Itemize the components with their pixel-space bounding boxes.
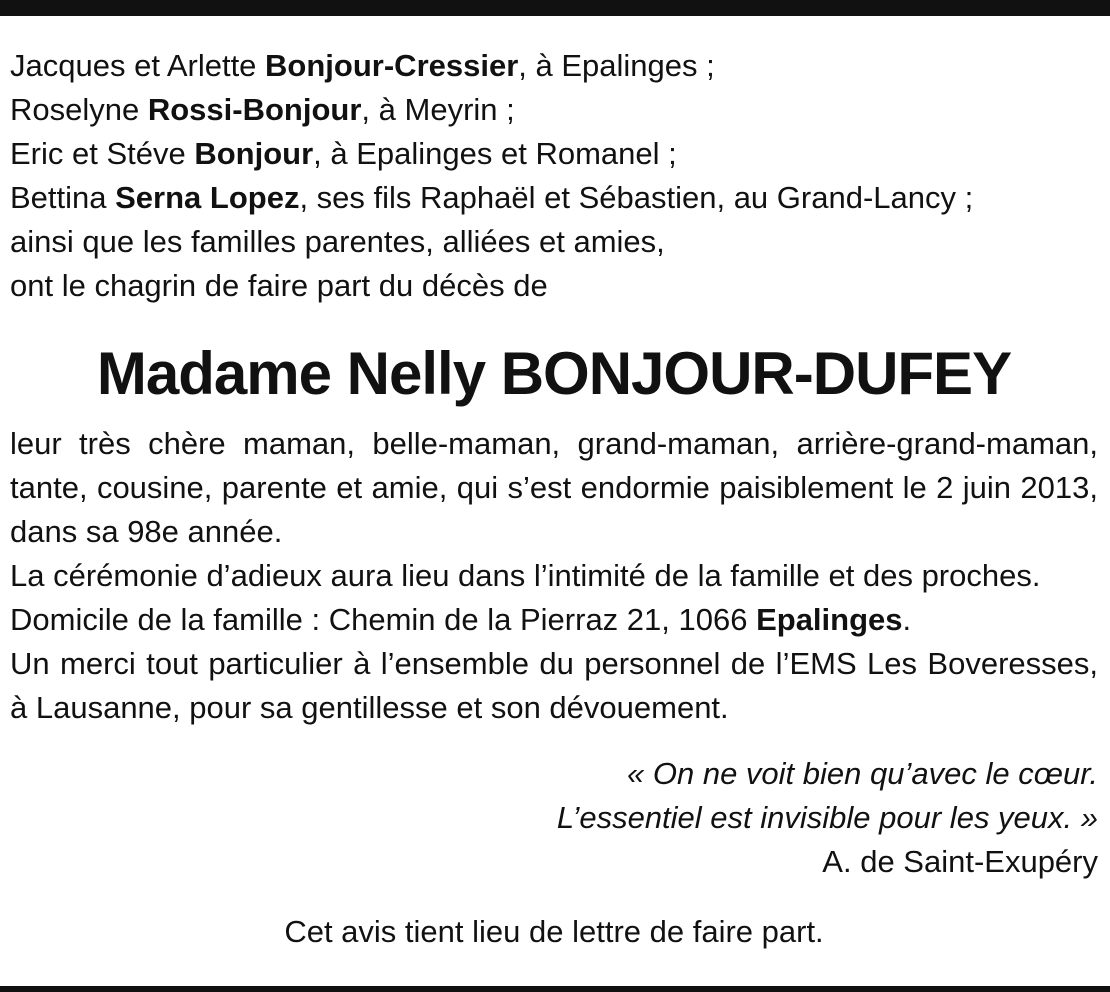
tribute-paragraph: leur très chère maman, belle-maman, grand-maman, arrière-grand-maman, tante, cousine, parente et amie, qui s’est endormie paisiblement le 2 juin 2013, dans sa 98e année. <box>10 426 1098 549</box>
family-surname: Bonjour <box>194 136 314 171</box>
obituary-notice <box>10 44 1098 954</box>
bottom-rule <box>0 986 1110 992</box>
family-surname: Bonjour-Cressier <box>265 48 519 83</box>
family-line: Roselyne Rossi-Bonjour, à Meyrin ; <box>10 92 515 127</box>
quote-line-1: « On ne voit bien qu’avec le cœur. <box>627 756 1098 791</box>
top-rule <box>0 0 1110 16</box>
notice-body <box>10 422 1098 730</box>
family-line: Eric et Stéve Bonjour, à Epalinges et Romanel ; <box>10 136 677 171</box>
family-line: Bettina Serna Lopez, ses fils Raphaël et Sébastien, au Grand-Lancy ; <box>10 180 974 215</box>
footer-note: Cet avis tient lieu de lettre de faire part. <box>284 914 824 949</box>
family-surname: Serna Lopez <box>115 180 300 215</box>
domicile-paragraph: Domicile de la famille : Chemin de la Pierraz 21, 1066 Epalinges. <box>10 602 912 637</box>
domicile-town: Epalinges <box>756 602 903 637</box>
deceased-name: Madame Nelly BONJOUR-DUFEY <box>96 340 1012 407</box>
announce-line: ont le chagrin de faire part du décès de <box>10 268 548 303</box>
ceremony-paragraph: La cérémonie d’adieux aura lieu dans l’intimité de la famille et des proches. <box>10 558 1041 593</box>
families-line: ainsi que les familles parentes, alliées et amies, <box>10 224 665 259</box>
family-list <box>10 44 1098 308</box>
family-line: Jacques et Arlette Bonjour-Cressier, à Epalinges ; <box>10 48 715 83</box>
quote-author: A. de Saint-Exupéry <box>822 844 1098 879</box>
family-surname: Rossi-Bonjour <box>147 92 362 127</box>
quote-block <box>10 752 1098 884</box>
quote-line-2: L’essentiel est invisible pour les yeux. » <box>556 800 1098 835</box>
thanks-paragraph: Un merci tout particulier à l’ensemble du personnel de l’EMS Les Boveresses, à Lausanne, pour sa gentillesse et son dévouement. <box>10 646 1098 725</box>
